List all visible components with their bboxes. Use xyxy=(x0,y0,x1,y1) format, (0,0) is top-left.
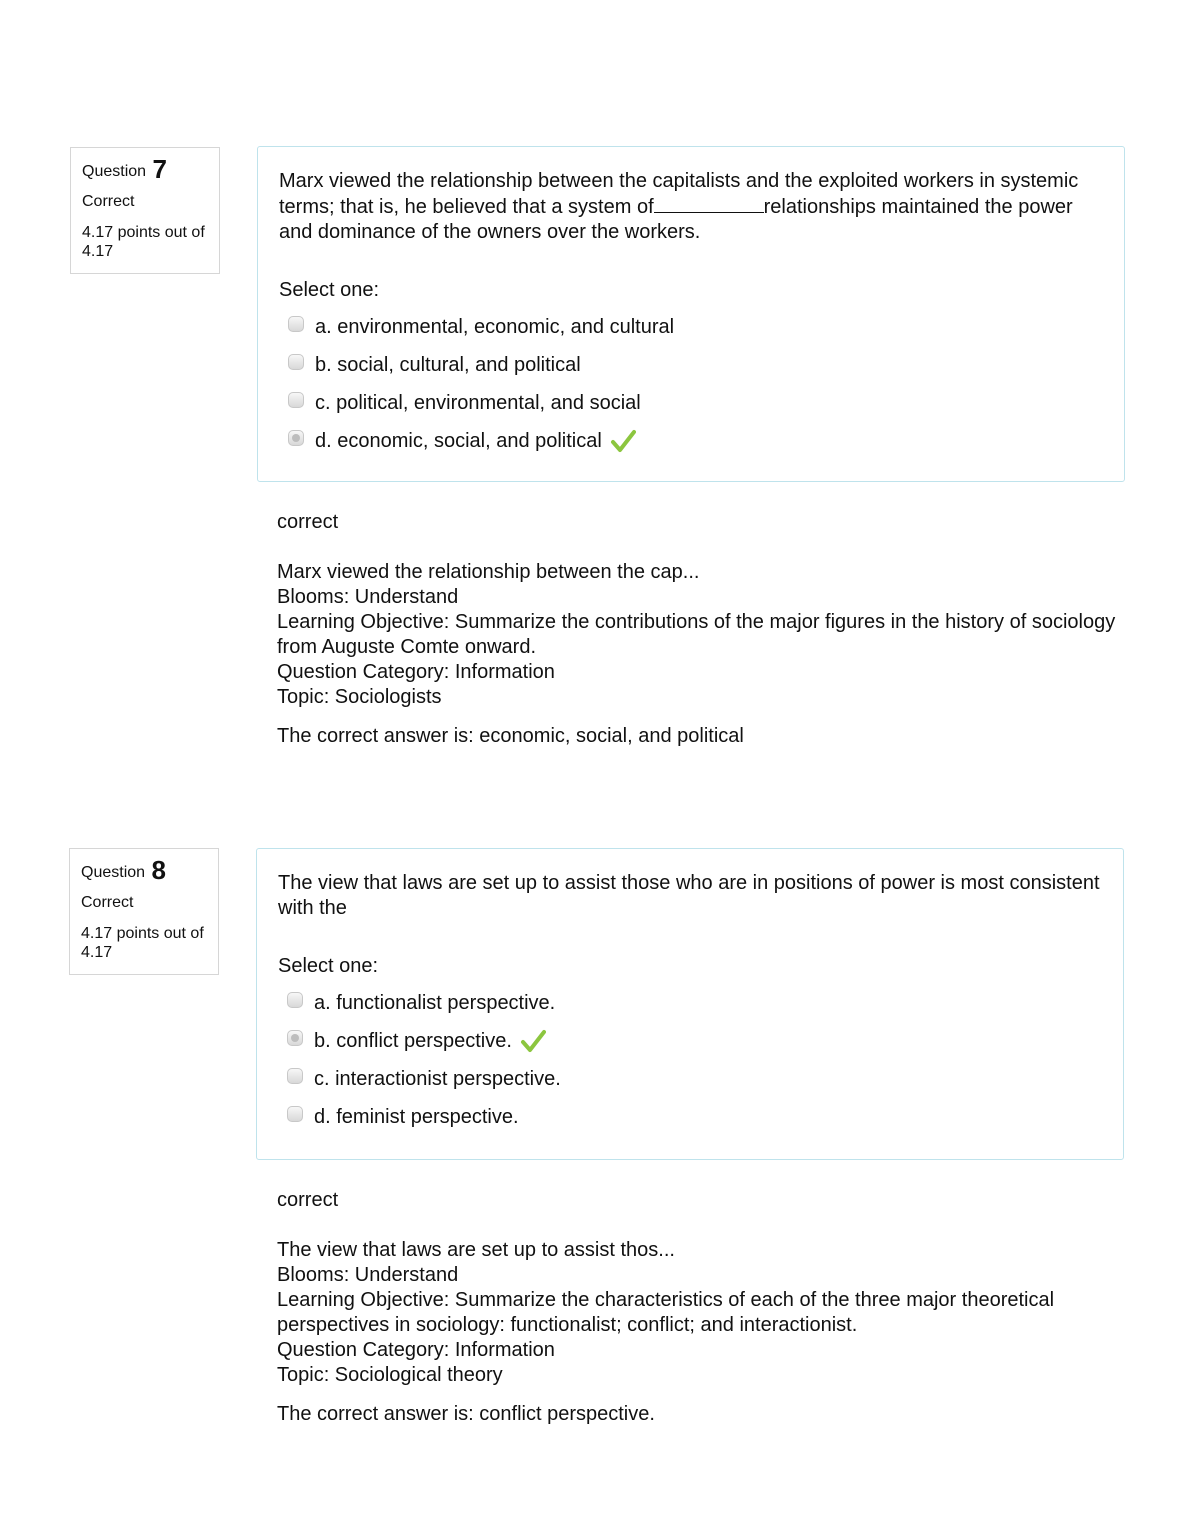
feedback-line: Topic: Sociologists xyxy=(277,686,442,708)
select-one-prompt: Select one: xyxy=(279,279,380,301)
question-text xyxy=(278,871,1102,921)
radio-selected-icon[interactable] xyxy=(288,430,304,446)
answer-label: a. environmental, economic, and cultural xyxy=(315,315,675,338)
radio-icon[interactable] xyxy=(288,354,304,370)
answer-label: d. economic, social, and political xyxy=(315,429,602,452)
answer-label: b. conflict perspective. xyxy=(314,1029,512,1052)
question-info-8 xyxy=(69,848,219,975)
question-text xyxy=(279,169,1103,245)
answer-option-a[interactable] xyxy=(278,984,1102,1022)
right-answer: The correct answer is: economic, social, and political xyxy=(277,725,744,747)
question-feedback-8 xyxy=(277,1188,1117,1427)
answer-list xyxy=(279,308,1103,460)
specific-feedback: correct xyxy=(277,1189,339,1211)
question-number xyxy=(81,855,207,885)
radio-icon[interactable] xyxy=(287,1106,303,1122)
feedback-line: Question Category: Information xyxy=(277,1339,555,1361)
feedback-line: Learning Objective: Summarize the contributions of the major figures in the history of sociology from Auguste Comte onward. xyxy=(277,611,1116,658)
question-text-after: relationships maintained the power and dominance of the owners over the workers. xyxy=(279,196,1073,243)
checkmark-icon xyxy=(520,1028,546,1054)
select-one-prompt: Select one: xyxy=(278,955,379,977)
question-state: Correct xyxy=(82,193,135,210)
general-feedback xyxy=(277,1238,1117,1388)
answer-option-c[interactable] xyxy=(278,1060,1102,1098)
radio-icon[interactable] xyxy=(288,316,304,332)
feedback-line: Learning Objective: Summarize the characteristics of each of the three major theoretical perspectives in sociology: functionalist; conflict; and interactionist. xyxy=(277,1289,1055,1336)
answer-label: a. functionalist perspective. xyxy=(314,991,556,1014)
specific-feedback: correct xyxy=(277,511,339,533)
question-label: Question xyxy=(82,163,147,180)
feedback-line: Blooms: Understand xyxy=(277,1264,459,1286)
question-state: Correct xyxy=(81,894,134,911)
answer-option-a[interactable] xyxy=(279,308,1103,346)
general-feedback xyxy=(277,560,1117,710)
feedback-line: Topic: Sociological theory xyxy=(277,1364,503,1386)
answer-label: c. political, environmental, and social xyxy=(315,391,641,414)
feedback-line: The view that laws are set up to assist thos... xyxy=(277,1239,675,1261)
answer-label: c. interactionist perspective. xyxy=(314,1067,561,1090)
right-answer: The correct answer is: conflict perspective. xyxy=(277,1403,655,1425)
answer-option-b[interactable] xyxy=(278,1022,1102,1060)
question-feedback-7 xyxy=(277,510,1117,749)
answer-list xyxy=(278,984,1102,1136)
question-info-7 xyxy=(70,147,220,274)
question-text-before: Marx viewed the relationship between the capitalists and the exploited workers in systemic terms; that is, he believed that a system of xyxy=(279,170,1079,218)
question-grade: 4.17 points out of 4.17 xyxy=(82,224,205,260)
question-number-value: 8 xyxy=(151,855,166,885)
answer-label: d. feminist perspective. xyxy=(314,1105,519,1128)
feedback-line: Marx viewed the relationship between the cap... xyxy=(277,561,700,583)
fill-blank xyxy=(654,194,764,213)
feedback-line: Question Category: Information xyxy=(277,661,555,683)
answer-option-d[interactable] xyxy=(279,422,1103,460)
question-grade: 4.17 points out of 4.17 xyxy=(81,925,204,961)
question-label: Question xyxy=(81,864,146,881)
radio-selected-icon[interactable] xyxy=(287,1030,303,1046)
question-number-value: 7 xyxy=(152,154,167,184)
answer-label: b. social, cultural, and political xyxy=(315,353,581,376)
radio-icon[interactable] xyxy=(288,392,304,408)
radio-icon[interactable] xyxy=(287,992,303,1008)
feedback-line: Blooms: Understand xyxy=(277,586,459,608)
radio-icon[interactable] xyxy=(287,1068,303,1084)
question-formulation-8 xyxy=(256,848,1124,1160)
checkmark-icon xyxy=(610,428,636,454)
question-formulation-7 xyxy=(257,146,1125,482)
answer-option-b[interactable] xyxy=(279,346,1103,384)
question-number xyxy=(82,154,208,184)
question-text-before: The view that laws are set up to assist those who are in positions of power is most consistent with the xyxy=(278,872,1100,919)
answer-option-c[interactable] xyxy=(279,384,1103,422)
answer-option-d[interactable] xyxy=(278,1098,1102,1136)
